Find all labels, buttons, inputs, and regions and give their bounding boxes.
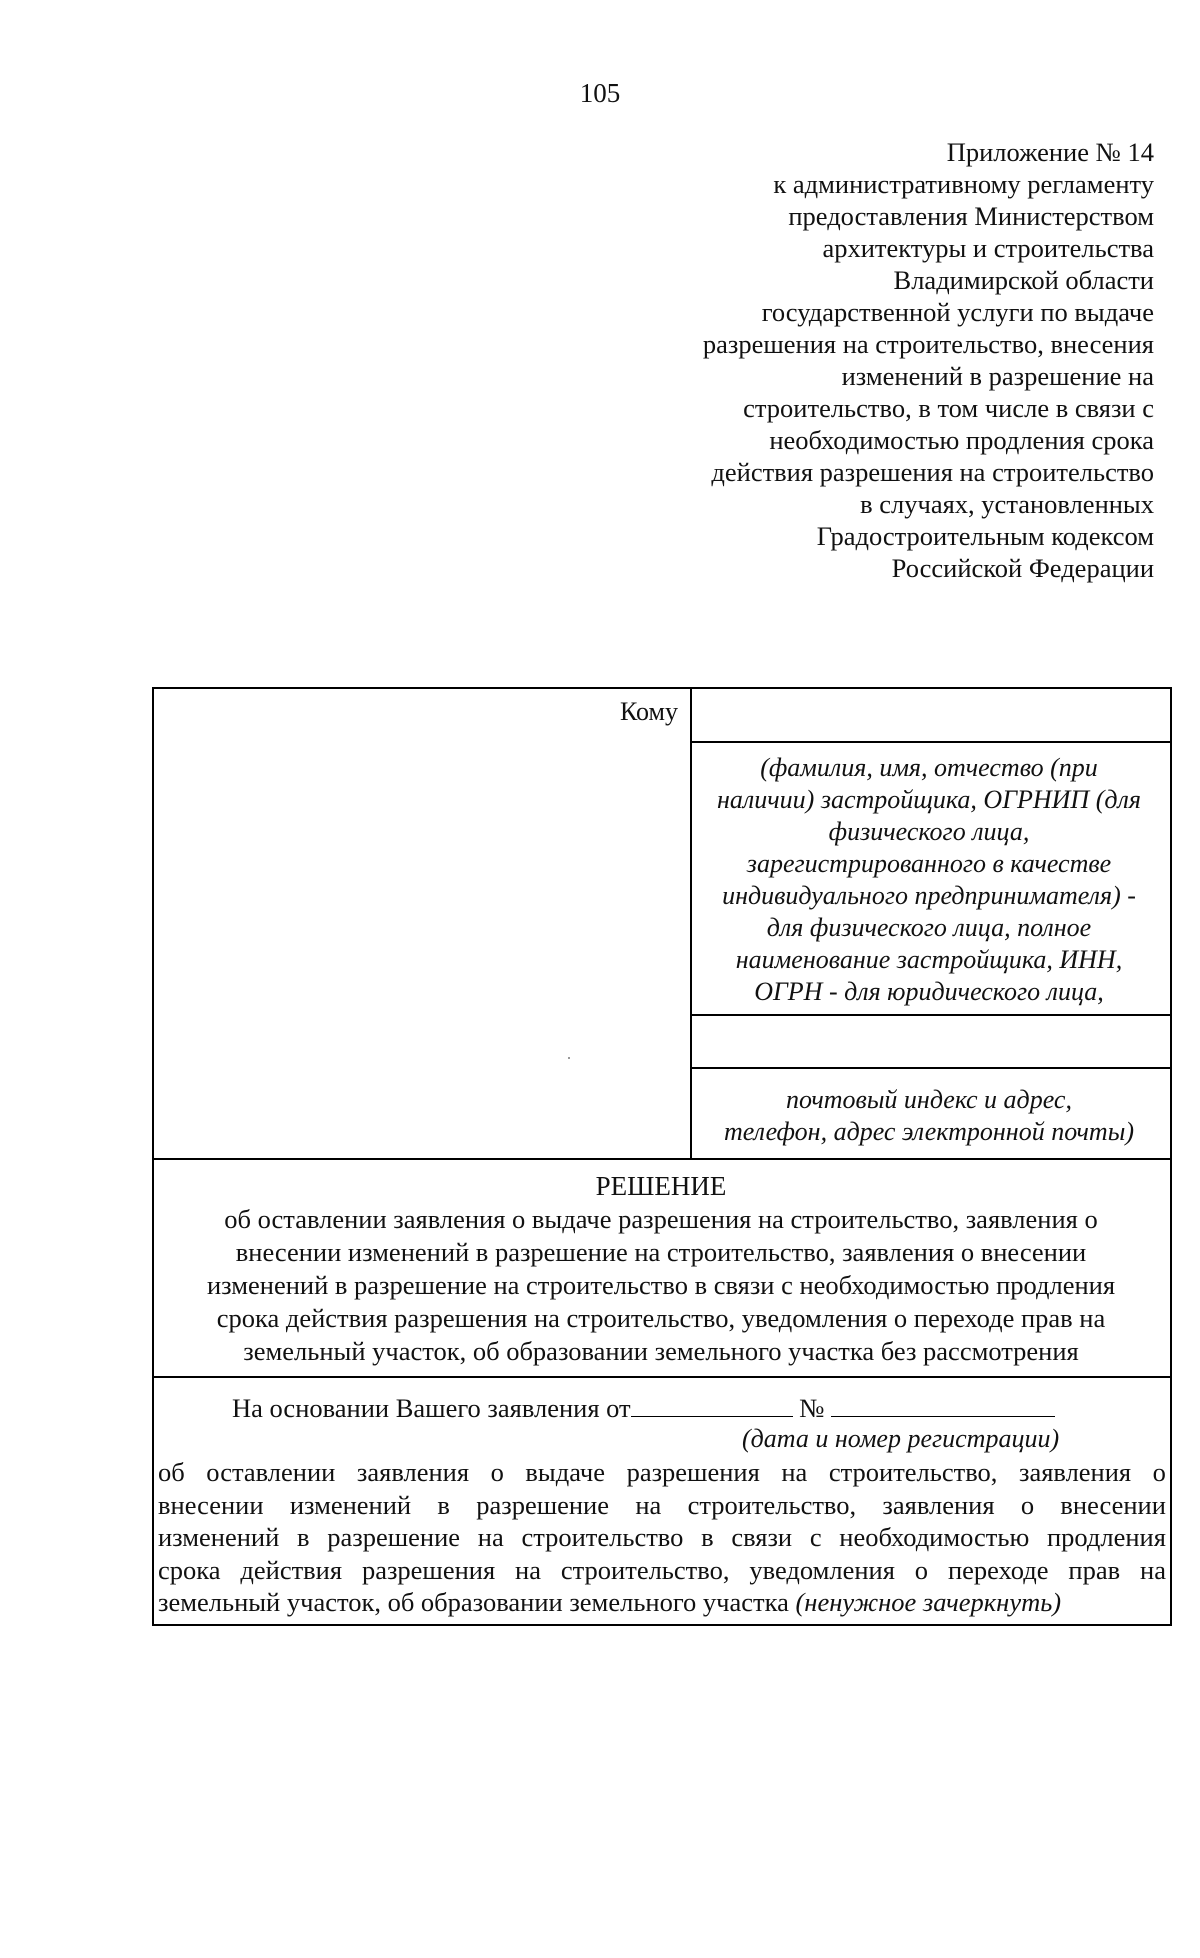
decision-subtitle-line: об оставлении заявления о выдаче разрешения на строительство, заявления о — [224, 1204, 1098, 1234]
word: изменений — [289, 1489, 412, 1520]
appendix-line: необходимостью продления срока — [769, 425, 1154, 455]
appendix-line: Приложение № 14 — [946, 137, 1154, 167]
word: на — [477, 1522, 504, 1552]
word: на — [1140, 1554, 1166, 1585]
registration-hint: (дата и номер регистрации) — [742, 1424, 1060, 1453]
hint-line: (фамилия, имя, отчество (при — [760, 753, 1098, 782]
table-right-border — [1170, 687, 1172, 1626]
word: заявления — [1018, 1457, 1132, 1487]
word: о — [914, 1554, 929, 1585]
word: продления — [1046, 1522, 1166, 1552]
word: разрешения — [361, 1554, 496, 1585]
decision-heading: РЕШЕНИЕ — [595, 1171, 727, 1201]
word: строительство, — [560, 1554, 730, 1585]
word: на — [781, 1457, 808, 1487]
body-line — [158, 1586, 1166, 1619]
word: разрешение — [327, 1522, 461, 1552]
strike-out-hint: (ненужное зачеркнуть) — [795, 1587, 1062, 1617]
recipient-name-field[interactable] — [692, 690, 1166, 740]
body-line — [158, 1521, 1166, 1554]
word: оставлении — [206, 1457, 336, 1487]
basis-prefix: На основании Вашего заявления от — [232, 1393, 631, 1423]
word: необходимостью — [839, 1522, 1030, 1552]
recipient-name-hint — [692, 752, 1166, 1008]
to-label: Кому — [620, 697, 679, 726]
decision-block — [154, 1170, 1168, 1368]
word: на — [515, 1554, 541, 1585]
appendix-line: Владимирской области — [893, 265, 1154, 295]
body-line — [158, 1456, 1166, 1489]
word: выдаче — [525, 1457, 605, 1487]
application-date-field[interactable] — [631, 1392, 793, 1417]
appendix-line: предоставления Министерством — [788, 201, 1154, 231]
hint-line: для физического лица, полное — [766, 913, 1092, 942]
word: заявления — [356, 1457, 470, 1487]
hint-line: ОГРН - для юридического лица, — [754, 977, 1104, 1006]
hint-line: наличии) застройщика, ОГРНИП (для — [717, 785, 1141, 814]
word: разрешение — [476, 1489, 610, 1520]
table-top-border — [152, 687, 1172, 689]
word: строительство — [521, 1522, 684, 1552]
word: строительство, — [687, 1489, 857, 1520]
body-line — [158, 1489, 1166, 1522]
word: о — [1152, 1457, 1166, 1487]
word: прав — [1068, 1554, 1121, 1585]
basis-body — [158, 1456, 1166, 1619]
name-field-underline — [690, 741, 1172, 743]
hint-line: наименование застройщика, ИНН, — [735, 945, 1123, 974]
recipient-address-hint — [692, 1084, 1166, 1148]
appendix-line: действия разрешения на строительство — [711, 457, 1154, 487]
word: о — [490, 1457, 504, 1487]
table-bottom-border — [152, 1624, 1172, 1626]
decision-section-bottom — [152, 1376, 1172, 1378]
hint-line: зарегистрированного в качестве — [746, 849, 1112, 878]
decision-subtitle-line: земельный участок, об образовании земельного участка без рассмотрения — [243, 1336, 1079, 1366]
appendix-line: архитектуры и строительства — [822, 233, 1154, 263]
word: срока — [158, 1554, 221, 1585]
word: в — [297, 1522, 310, 1552]
appendix-line: строительство, в том числе в связи с — [743, 393, 1154, 423]
basis-line — [232, 1392, 1055, 1424]
word: разрешения — [626, 1457, 760, 1487]
decision-subtitle-line: срока действия разрешения на строительство, уведомления о переходе прав на — [216, 1303, 1106, 1333]
word: о — [1020, 1489, 1035, 1520]
decision-subtitle-line: изменений в разрешение на строительство в связи с необходимостью продления — [206, 1270, 1116, 1300]
word: об — [158, 1457, 185, 1487]
appendix-line: разрешения на строительство, внесения — [702, 329, 1154, 359]
appendix-line: Градостроительным кодексом — [816, 521, 1154, 551]
recipient-section-bottom — [152, 1158, 1172, 1160]
appendix-header — [514, 136, 1154, 584]
recipient-address-field[interactable] — [692, 1016, 1166, 1066]
body-line — [158, 1554, 1166, 1587]
last-line-text: земельный участок, об образовании земельного участка — [158, 1587, 796, 1617]
application-number-field[interactable] — [831, 1392, 1055, 1417]
address-field-underline — [690, 1067, 1172, 1069]
appendix-line: к административному регламенту — [773, 169, 1154, 199]
hint-line: почтовый индекс и адрес, — [786, 1085, 1072, 1114]
word: с — [809, 1522, 822, 1552]
word: внесении — [158, 1489, 264, 1520]
hint-line: телефон, адрес электронной почты) — [724, 1117, 1134, 1146]
number-sign: № — [799, 1393, 825, 1423]
word: строительство, — [828, 1457, 998, 1487]
word: в — [701, 1522, 714, 1552]
appendix-line: в случаях, установленных — [860, 489, 1154, 519]
hint-line: индивидуального предпринимателя) - — [722, 881, 1136, 910]
appendix-line: изменений в разрешение на — [841, 361, 1154, 391]
word: переходе — [947, 1554, 1049, 1585]
word: на — [635, 1489, 662, 1520]
appendix-line: Российской Федерации — [891, 553, 1154, 583]
hint-line: физического лица, — [828, 817, 1030, 846]
word: действия — [240, 1554, 343, 1585]
word: в — [437, 1489, 450, 1520]
word: связи — [731, 1522, 793, 1552]
appendix-line: государственной услуги по выдаче — [761, 297, 1154, 327]
scan-speck — [568, 1057, 570, 1059]
table-left-border — [152, 687, 154, 1626]
page-number: 105 — [579, 78, 621, 108]
word: уведомления — [749, 1554, 895, 1585]
word: заявления — [882, 1489, 995, 1520]
word: внесении — [1060, 1489, 1166, 1520]
decision-subtitle-line: внесении изменений в разрешение на строительство, заявления о внесении — [235, 1237, 1087, 1267]
word: изменений — [158, 1522, 280, 1552]
